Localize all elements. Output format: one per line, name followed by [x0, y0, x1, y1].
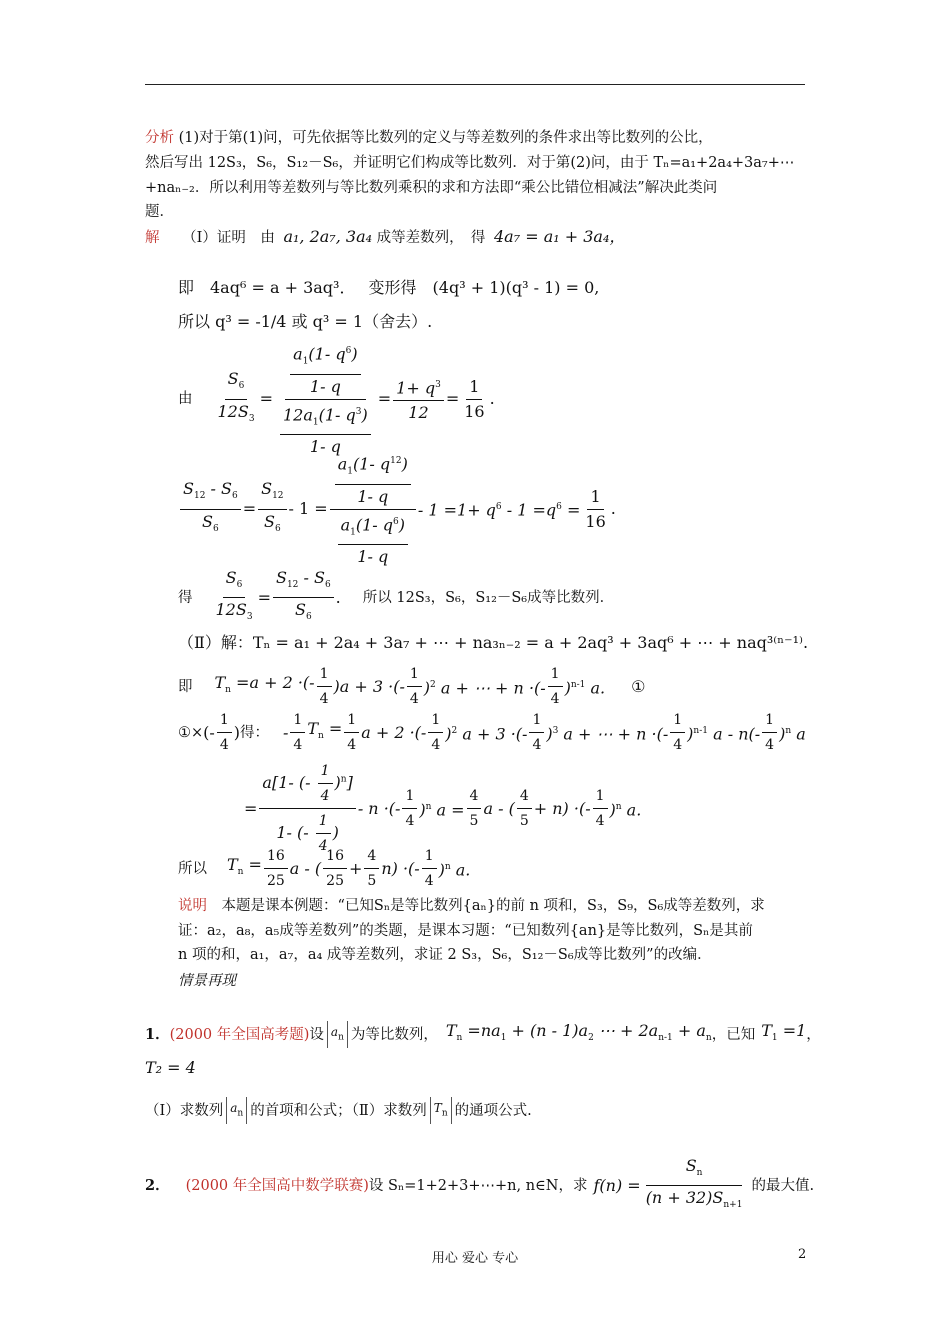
problem-1-t2: T₂ = 4 — [145, 1058, 196, 1077]
page-number: 2 — [798, 1247, 807, 1262]
problem-1-source: (2000 年全国高考题) — [169, 1026, 310, 1043]
part1-eq: 4a₇ = a₁ + 3a₄， — [493, 227, 626, 246]
problem-2-source: (2000 年全国高中数学联赛) — [185, 1177, 369, 1194]
final-tn-line: 所以 $T_n$ = $\frac{16}{25}$ a - ( $\frac{16}{25}$ + $\frac{4}{5}$ n) ·(- $\frac{1}{4}$ )$^n$ a. — [178, 845, 470, 892]
note-line-3: n 项的和，a₁，a₇，a₄ 成等差数列，求证 2 S₃，S₆，S₁₂－S₆成等比数列”的改编． — [178, 947, 712, 963]
frac-s6-12s3: $\frac{S_6}{12S_3}$ — [217, 369, 255, 424]
problem-1-text-c: ，已知 — [711, 1026, 756, 1043]
circle-one: ① — [631, 676, 646, 696]
note-text-1: 本题是课本例题：“已知Sₙ是等比数列{aₙ}的前 n 项和，S₃，S₉，S₆成等差数列，求 — [207, 898, 765, 914]
problem-2-line: 2． (2000 年全国高中数学联赛) 设 Sₙ=1+2+3+⋯+n, n∈N，求 f(n) = $\frac{S_n}{(n + 32)S_{n+1}}$ 的最大值. — [145, 1156, 815, 1211]
analysis-line-4: 题． — [145, 204, 174, 220]
part1-terms: a₁, 2a₇, 3a₄ — [283, 227, 373, 246]
ratio-block-1: 由 $\frac{S_6}{12S_3}$ = $\frac{\frac{a_1(1- q^6)}{1- q}}{\frac{12a_1(1- q^3)}{1- q}}$ = $\frac{1+ q^3}{12}$ = $\frac{1}{16}$ . — [178, 340, 495, 458]
solution-part1-line — [145, 226, 625, 249]
conclusion-text: 所以 12S₃，S₆，S₁₂－S₆成等比数列． — [362, 589, 615, 606]
analysis-line-1 — [145, 127, 713, 149]
problem-2-text: 设 Sₙ=1+2+3+⋯+n, n∈N，求 — [368, 1177, 588, 1194]
de-label: 得 — [178, 589, 193, 606]
line-suoyi: 所以 q³ = -1/4 或 q³ = 1（舍去）. — [178, 312, 433, 331]
de2-label: 得： — [239, 724, 269, 741]
problem-2-num: 2． — [145, 1176, 170, 1194]
note-line-1 — [178, 895, 765, 917]
note-label: 说明 — [178, 898, 207, 914]
line-ji: 即 4aq⁶ = a + 3aq³． 变形得 (4q³ + 1)(q³ - 1) = 0, — [178, 278, 600, 297]
analysis-text-1: (1)对于第(1)问，可先依据等比数列的定义与等差数列的条件求出等比数列的公比， — [174, 130, 713, 146]
ji2-label: 即 — [178, 678, 193, 695]
part2-line: （Ⅱ）解：Tₙ = a₁ + 2a₄ + 3a₇ + ⋯ + na₃ₙ₋₂ = a + 2aq³ + 3aq⁶ + ⋯ + naq³⁽ⁿ⁻¹⁾. — [178, 633, 809, 652]
problem-1-q1: （Ⅰ）求数列 — [145, 1102, 224, 1119]
problem-1-q1b: 的首项和公式；（Ⅱ）求数列 — [250, 1102, 427, 1119]
page-footer: 用心 爱心 专心 — [431, 1251, 519, 1266]
problem-1-line: 1． (2000 年全国高考题) 设 $a_n$ 为等比数列， $T_n =na_1 + (n - 1)a_2$ ⋯ + $2a_{n-1} + a_n$ ，已知 $T_1 =1$ ， — [145, 1020, 821, 1049]
problem-1-questions: （Ⅰ）求数列 $a_n$ 的首项和公式；（Ⅱ）求数列 $T_n$ 的通项公式. — [145, 1097, 532, 1124]
suoyi2-label: 所以 — [178, 860, 207, 877]
note-line-2: 证：a₂，a₈，a₅成等差数列”的类题，是课本习题：“已知数列{an}是等比数列，Sₙ是其前 — [178, 923, 753, 939]
part1-intro: （Ⅰ）证明 由 — [182, 230, 275, 246]
frac-compound-1: $\frac{\frac{a_1(1- q^6)}{1- q}}{\frac{12a_1(1- q^3)}{1- q}}$ — [275, 340, 376, 458]
times-line: ①× (- $\frac{1}{4}$ ) 得： - $\frac{1}{4}$ $T_n$ = $\frac{1}{4}$ a + 2 ·(- $\frac{1}{4}$ )$^2$ a + 3 ·(- $\frac{1}{4}$ )$^3$ a + ⋯ + n ·(- $\frac{1}{4}$ )$^{n-1}$ a - n(- $\frac{1}{4}$ )$^n$ a — [178, 709, 806, 756]
conclusion-line: 得 $\frac{S_6}{12S_3}$ = $\frac{S_{12} - S_6}{S_6}$ . 所以 12S₃，S₆，S₁₂－S₆成等比数列． — [178, 568, 615, 623]
you-label: 由 — [178, 391, 193, 408]
sum-line: = a[1- (- $\frac{1}{4}$ )$^n$] 1- (- $\frac{1}{4}$ ) - n ·(- $\frac{1}{4}$ )$^n$ a = $\frac{4}{5}$ a - ( $\frac{4}{5}$ + n) ·(- $\frac{1}{4}$ )$^n$ a. — [244, 760, 641, 857]
scene-title: 情景再现 — [178, 973, 236, 989]
solution-label: 解 — [145, 230, 160, 246]
analysis-line-2: 然后写出 12S₃，S₆，S₁₂－S₆，并证明它们构成等比数列．对于第(2)问，由于 Tₙ=a₁+2a₄+3a₇+⋯ — [145, 155, 795, 171]
problem-1-text-a: 设 — [309, 1026, 324, 1043]
problem-1-q1c: 的通项公式. — [454, 1102, 532, 1119]
part1-mid: 成等差数列， 得 — [376, 230, 486, 246]
ratio-block-2: $\frac{S_{12} - S_6}{S_6}$ = $\frac{S_{12}}{S_6}$ - 1 = $\frac{\frac{a_1(1- q^{12})}{1- q}}{\frac{a_1(1- q^6)}{1- q}}$ - $1 =1+ q^6 - 1 =q^6$ = $\frac{1}{16}$ . — [178, 450, 616, 568]
analysis-line-3: +naₙ₋₂．所以利用等差数列与等比数列乘积的求和方法即“乘公比错位相减法”解决此类问 — [145, 180, 718, 196]
header-rule — [145, 84, 805, 85]
analysis-label: 分析 — [145, 130, 174, 146]
problem-2-tail: 的最大值. — [751, 1177, 815, 1194]
tn-line: 即 $T_n =a + 2$ ·(- $\frac{1}{4}$ )a + 3 ·(- $\frac{1}{4}$ )$^2$ a + ⋯ + n ·(- $\frac{1}{4}$ )$^{n-1}$ a. ① — [178, 663, 645, 710]
problem-1-num: 1． — [145, 1025, 170, 1043]
problem-1-text-b: 为等比数列， — [350, 1026, 438, 1043]
times-label: ①× — [178, 724, 204, 741]
